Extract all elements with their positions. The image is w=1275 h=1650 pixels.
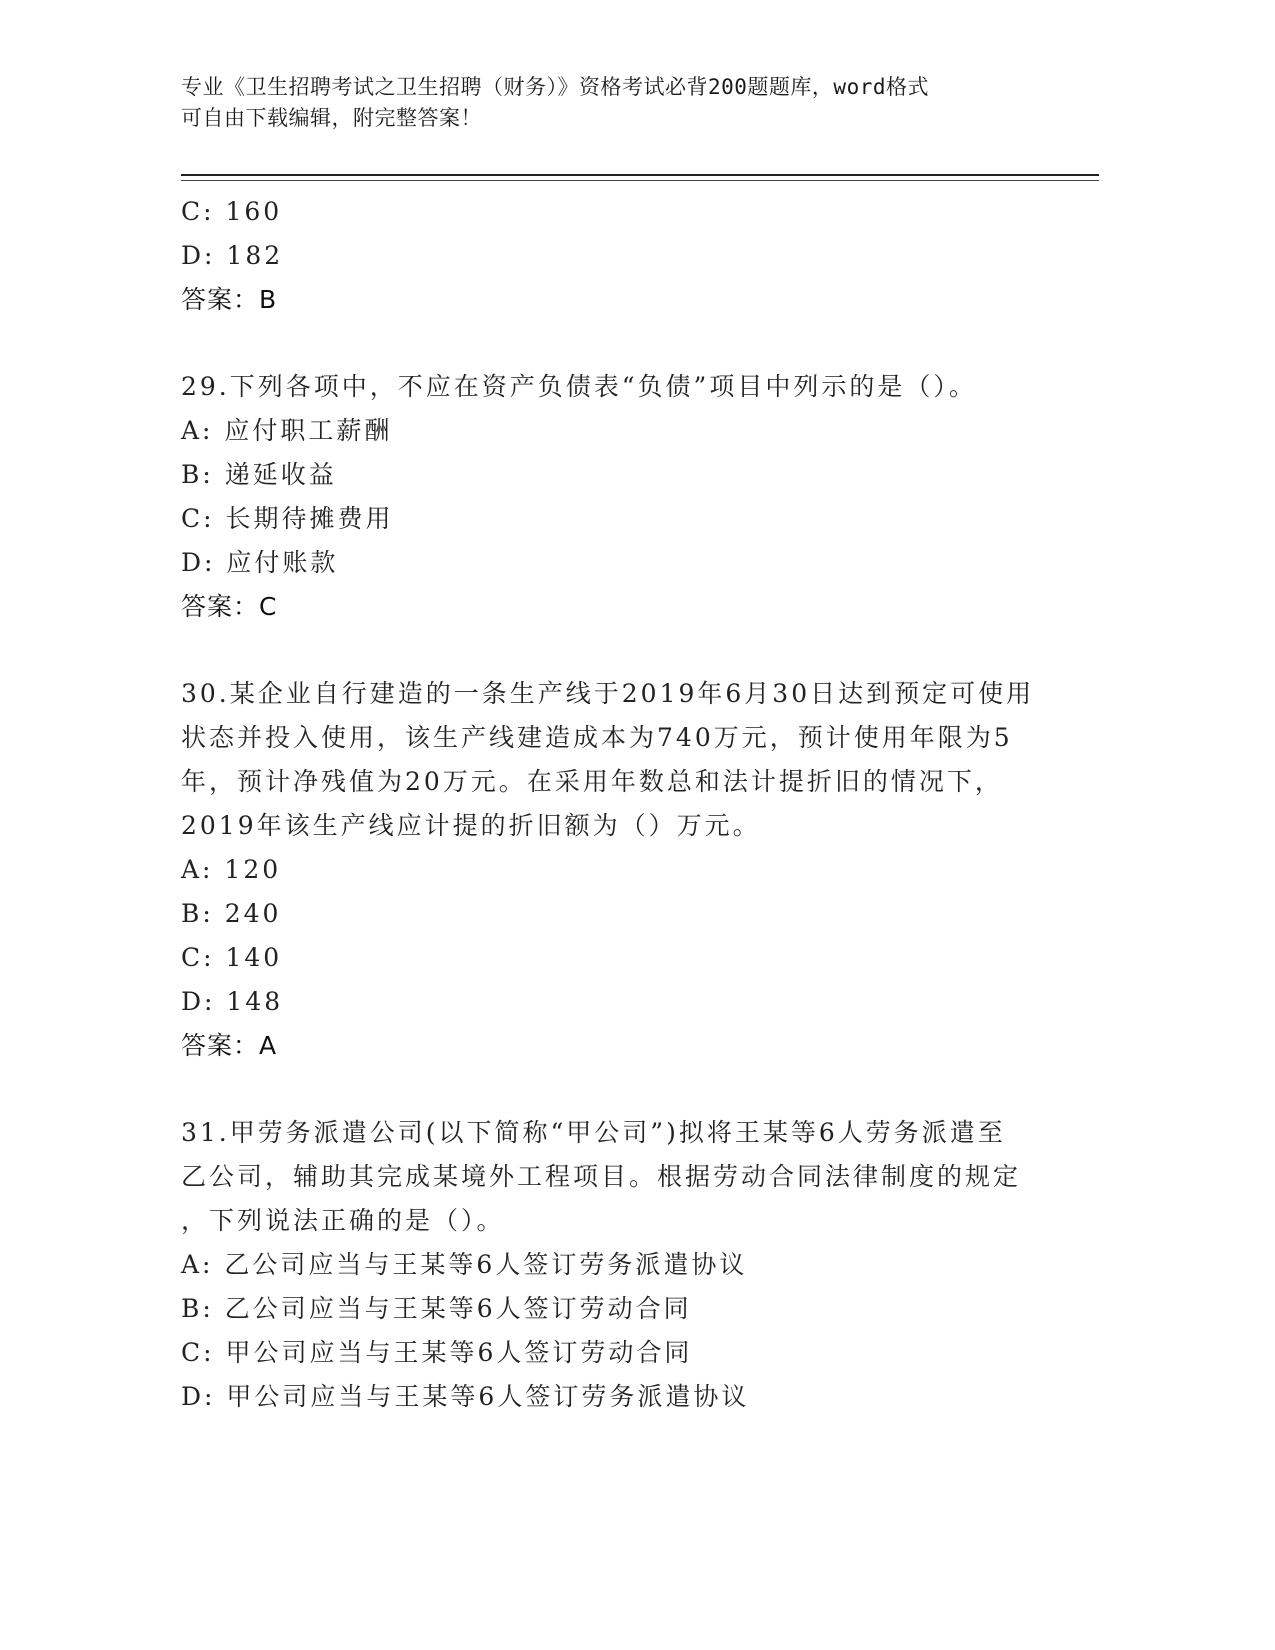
option-b: B: 递延收益 [181,460,337,489]
answer-line: 答案：C [181,592,278,621]
option-b: B: 240 [181,899,282,928]
document-header [181,72,1061,134]
question-30 [181,672,1061,1068]
spacer [181,322,1061,365]
question-text-line-3: 年，预计净残值为20万元。在采用年数总和法计提折旧的情况下， [181,767,1003,796]
option-c: C: 长期待摊费用 [181,504,394,533]
question-31 [181,1111,1061,1419]
spacer [181,629,1061,672]
option-d: D: 148 [181,987,284,1016]
spacer [181,1068,1061,1111]
question-text-line-1: 31.甲劳务派遣公司(以下简称“甲公司”)拟将王某等6人劳务派遣至 [181,1118,1006,1147]
option-c: C: 甲公司应当与王某等6人签订劳动合同 [181,1338,693,1367]
option-d: D: 182 [181,241,284,270]
question-text-line-1: 30.某企业自行建造的一条生产线于2019年6月30日达到预定可使用 [181,679,1035,708]
option-b: B: 乙公司应当与王某等6人签订劳动合同 [181,1294,692,1323]
question-text-line-3: ，下列说法正确的是（）。 [181,1206,505,1235]
answer-line: 答案：A [181,1031,278,1060]
question-text-line-2: 状态并投入使用，该生产线建造成本为740万元，预计使用年限为5 [181,723,1013,752]
option-c: C: 140 [181,943,283,972]
header-title-line-1: 专业《卫生招聘考试之卫生招聘（财务）》资格考试必背200题题库，word格式 [181,75,929,99]
question-text-line-2: 乙公司，辅助其完成某境外工程项目。根据劳动合同法律制度的规定 [181,1162,1022,1191]
header-divider-thin [181,180,1099,181]
question-28 [181,190,1061,322]
document-body [181,190,1061,1419]
header-divider-thick [181,174,1099,176]
option-a: A: 120 [181,855,282,884]
option-a: A: 应付职工薪酬 [181,416,393,445]
question-text-line-4: 2019年该生产线应计提的折旧额为（）万元。 [181,811,761,840]
option-c: C: 160 [181,197,283,226]
question-29 [181,365,1061,629]
option-d: D: 应付账款 [181,548,339,577]
option-a: A: 乙公司应当与王某等6人签订劳务派遣协议 [181,1250,748,1279]
option-d: D: 甲公司应当与王某等6人签订劳务派遣协议 [181,1382,750,1411]
question-text: 29.下列各项中，不应在资产负债表“负债”项目中列示的是（）。 [181,372,977,401]
header-title-line-2: 可自由下载编辑，附完整答案！ [181,106,482,130]
answer-line: 答案：B [181,285,278,314]
